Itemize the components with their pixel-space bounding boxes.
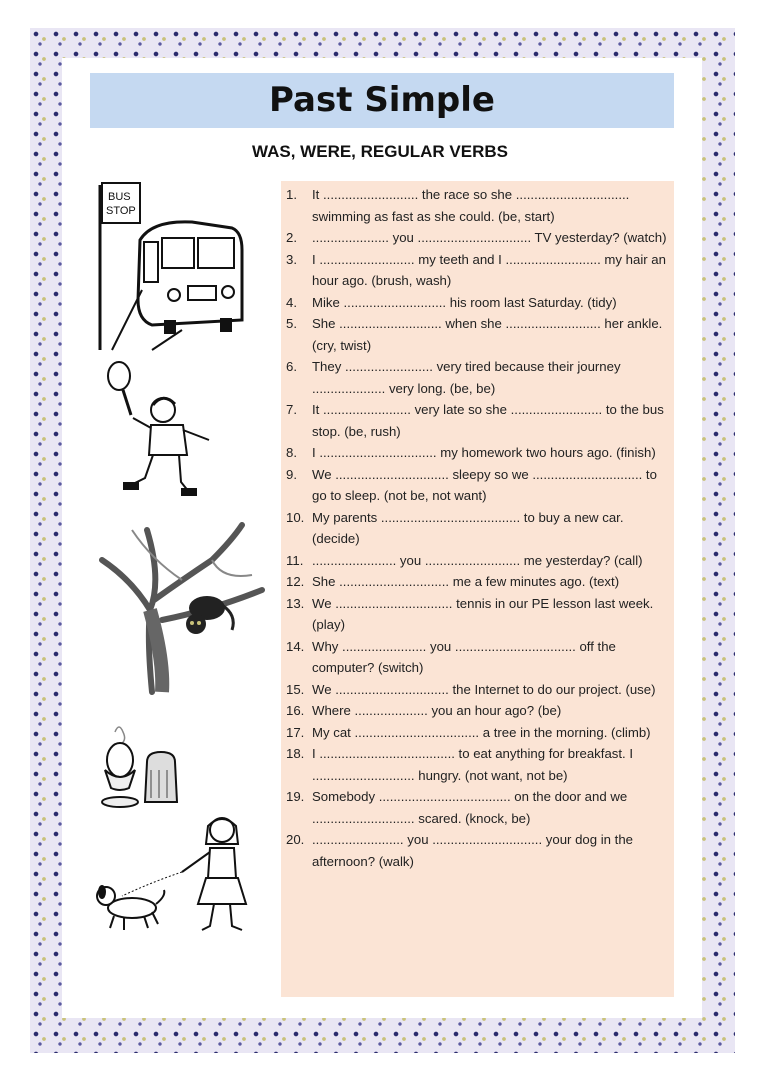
exercise-text: She ............................ when she .......................... her ankle. (cry, twist) — [312, 316, 663, 353]
exercise-item — [286, 227, 670, 249]
exercise-text: We ................................ tennis in our PE lesson last week. (play) — [312, 595, 654, 632]
exercise-number: 7. — [286, 402, 297, 417]
bus-icon — [138, 222, 242, 334]
exercise-item — [286, 356, 670, 399]
dog-icon — [97, 885, 164, 930]
exercise-number: 20. — [286, 832, 305, 847]
girl-walking-dog-illustration — [92, 812, 277, 937]
salt-shaker-icon — [145, 752, 177, 802]
exercise-text: ....................... you .......................... me yesterday? (call) — [312, 552, 643, 568]
exercise-text: Somebody .................................... on the door and we ............................ scared. (knock, be) — [312, 789, 628, 826]
exercise-number: 19. — [286, 789, 305, 804]
bus-stop-illustration — [92, 180, 252, 360]
exercise-item — [286, 399, 670, 442]
exercise-text: I ................................ my homework two hours ago. (finish) — [312, 445, 656, 460]
exercise-item — [286, 507, 670, 550]
page-subtitle: WAS, WERE, REGULAR VERBS — [252, 142, 508, 161]
exercise-text: My cat .................................. a tree in the morning. (climb) — [312, 724, 651, 740]
exercise-item — [286, 571, 670, 593]
exercise-number: 2. — [286, 230, 297, 245]
exercise-item — [286, 184, 670, 227]
exercise-item — [286, 292, 670, 314]
exercise-item — [286, 743, 670, 786]
exercise-number: 18. — [286, 746, 305, 761]
exercise-text: My parents ...................................... to buy a new car. (decide) — [312, 509, 624, 546]
bus-sign-text-2: STOP — [106, 205, 136, 217]
exercise-number: 15. — [286, 681, 305, 697]
exercise-number: 17. — [286, 724, 305, 740]
exercise-text: It .......................... the race so she ............................... swimming as fast as she could. (be, start) — [312, 187, 630, 224]
exercise-text: We ............................... sleepy so we .............................. to go to sleep. (not be, not want) — [312, 466, 657, 503]
exercise-number: 11. — [286, 552, 304, 568]
exercise-number: 12. — [286, 574, 305, 589]
breakfast-illustration — [95, 718, 195, 810]
bus-sign-text-1: BUS — [108, 191, 131, 203]
cat-in-tree-illustration — [92, 520, 272, 695]
exercise-item — [286, 636, 670, 679]
exercise-item — [286, 679, 670, 701]
egg-icon — [107, 743, 133, 777]
exercise-number: 8. — [286, 445, 297, 460]
exercise-number: 14. — [286, 638, 305, 654]
exercise-text: I ..................................... to eat anything for breakfast. I ............................ hungry. (not want, not be) — [312, 746, 634, 783]
exercise-item — [286, 829, 670, 872]
exercise-text: We ............................... the Internet to do our project. (use) — [312, 681, 656, 697]
exercise-text: They ........................ very tired because their journey .................... very long. (be, be) — [312, 359, 621, 396]
exercise-item — [286, 550, 670, 572]
exercise-text: ..................... you ............................... TV yesterday? (watch) — [312, 230, 667, 245]
exercise-text: Why ....................... you ................................. off the computer? (switch) — [312, 638, 616, 675]
exercise-item — [286, 464, 670, 507]
exercise-text: Where .................... you an hour ago? (be) — [312, 703, 562, 718]
exercise-item — [286, 313, 670, 356]
exercise-number: 13. — [286, 595, 305, 611]
exercise-text: ......................... you .............................. your dog in the afternoon? (walk) — [312, 832, 634, 869]
exercise-number: 9. — [286, 466, 297, 482]
page-title: Past Simple — [269, 80, 495, 120]
exercise-text: She .............................. me a few minutes ago. (text) — [312, 574, 620, 589]
exercise-item — [286, 722, 670, 744]
exercise-number: 16. — [286, 703, 305, 718]
exercise-item — [286, 700, 670, 722]
racket-icon — [108, 362, 130, 390]
exercise-number: 3. — [286, 251, 297, 267]
exercise-text: I .......................... my teeth and I .......................... my hair an hour ago. (brush, wash) — [312, 251, 666, 288]
exercise-item — [286, 593, 670, 636]
exercise-item — [286, 442, 670, 464]
exercise-item — [286, 249, 670, 292]
exercise-number: 4. — [286, 294, 297, 310]
exercise-number: 10. — [286, 509, 305, 525]
exercise-number: 1. — [286, 187, 297, 202]
exercise-text: It ........................ very late so she ......................... to the bus stop. (be, rush) — [312, 402, 664, 439]
exercise-list — [286, 184, 670, 872]
exercise-item — [286, 786, 670, 829]
exercise-number: 5. — [286, 316, 297, 331]
exercise-number: 6. — [286, 359, 297, 374]
exercise-text: Mike ............................ his room last Saturday. (tidy) — [312, 294, 617, 310]
tennis-boy-illustration — [105, 360, 225, 505]
